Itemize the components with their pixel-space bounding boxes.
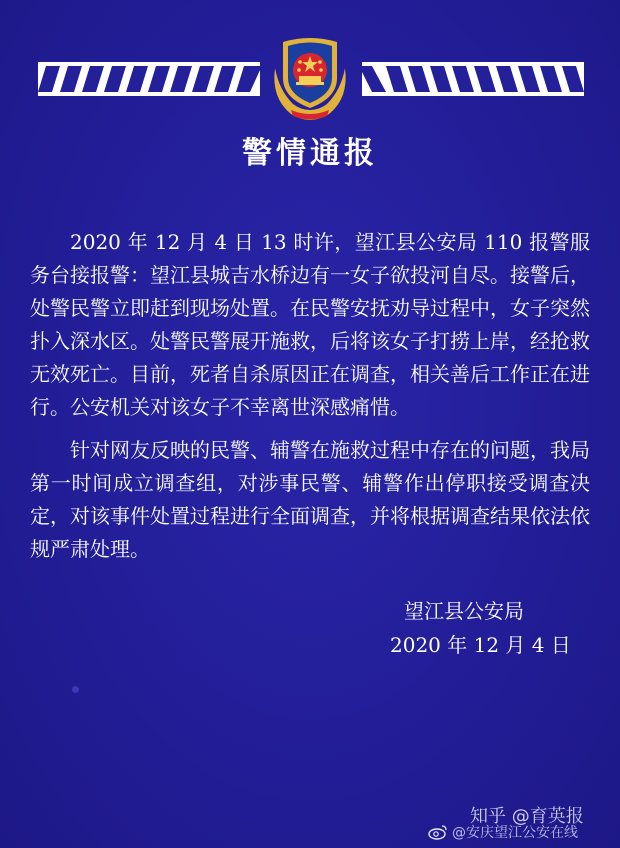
notice-body [30,226,590,576]
signature-block [390,594,600,662]
signature-date: 2020 年 12 月 4 日 [390,633,571,657]
right-wing-stripes [362,62,584,96]
weibo-watermark [428,822,618,842]
signature-org: 望江县公安局 [404,599,524,623]
left-wing-stripes [38,62,260,96]
notice-paragraph-2: 针对网友反映的民警、辅警在施救过程中存在的问题，我局第一时间成立调查组，对涉事民警、辅警作出停职接受调查决定，对该事件处置过程进行全面调查，并将根据调查结果依法依规严肃处理。 [30,438,590,561]
police-emblem-icon [261,28,359,126]
notice-title: 警情通报 [242,136,378,171]
zhihu-watermark: 知乎 @育英报 [470,806,584,827]
weibo-icon [428,824,448,840]
decorative-dot [72,686,79,693]
notice-paragraph-1: 2020 年 12 月 4 日 13 时许，望江县公安局 110 报警服务台接报警：望江县城吉水桥边有一女子欲投河自尽。接警后，处警民警立即赶到现场处置。在民警安抚劝导过程中，女子突然扑入深水区。处警民警展开施救，后将该女子打捞上岸，经抢救无效死亡。目前，死者自杀原因正在调查，相关善后工作正在进行。公安机关对该女子不幸离世深感痛惜。 [30,230,590,419]
header-banner [0,28,620,123]
weibo-watermark-text: @安庆望江公安在线 [452,825,578,841]
